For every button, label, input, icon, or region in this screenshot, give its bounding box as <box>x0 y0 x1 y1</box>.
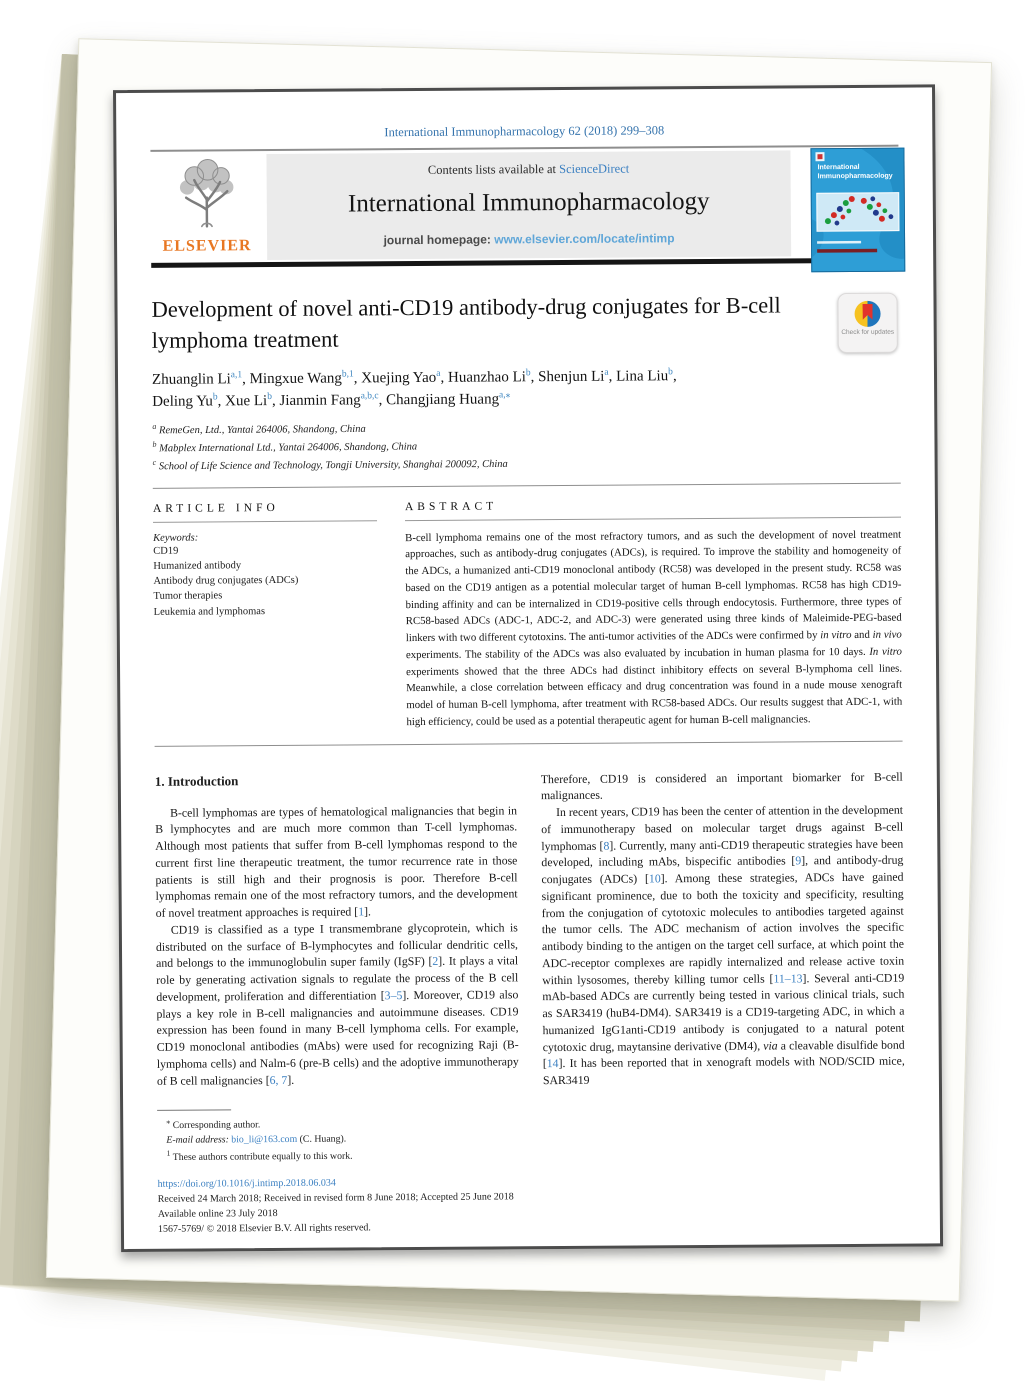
check-for-updates-label: Check for updates <box>841 328 895 337</box>
article-info-header: ARTICLE INFO <box>152 501 279 515</box>
introduction-heading: 1. Introduction <box>154 772 239 789</box>
elsevier-tree-icon <box>171 158 242 230</box>
footnote-rule <box>157 1109 231 1111</box>
issn-copyright: 1567-5769/ © 2018 Elsevier B.V. All rights reserved. <box>157 1222 371 1235</box>
affiliations <box>152 415 900 475</box>
abstract-rule <box>405 516 901 520</box>
authors-line-1: Zhuanglin Li$^{a,1}$, Mingxue Wang$^{b,1}$, Xuejing Yao$^a$, Huanzhao Li$^b$, Shenjun Li$^a$, Lina Liu$^b$, <box>151 367 677 388</box>
journal-homepage-link[interactable]: journal homepage: www.elsevier.com/locate/intimp <box>383 231 675 248</box>
equal-contribution-note: $^1$ These authors contribute equally to this work. <box>166 1149 353 1164</box>
journal-cover-thumbnail[interactable] <box>810 148 905 273</box>
publisher-logo <box>150 154 263 261</box>
body-columns <box>155 768 905 1091</box>
keyword: Antibody drug conjugates (ADCs) <box>153 574 299 588</box>
authors-line-2: Deling Yu$^b$, Xue Li$^b$, Jianmin Fang$^{a,b,c}$, Changjiang Huang$^{a,⁎}$ <box>152 390 511 410</box>
affiliation-a: $^a$ RemeGen, Ltd., Yantai 264006, Shandong, China <box>152 421 366 436</box>
abstract-text: B-cell lymphoma remains one of the most refractory tumors, and as such the development of novel treatment approaches, such as antibody-drug conjugates (ADCs), is required. To improve the stability and homogeneity of the ADCs, a humanized anti-CD19 monoclonal antibody (RC58) was developed in the present study. RC58 was based on the CD19 antigen as a potential molecular target of human B-cell lymphomas. RC58 has high CD19-binding affinity and can be internalized in CD19-positive cells through endocytosis. Furthermore, three types of RC58-based ADCs (ADC-1, ADC-2, and ADC-3) were generated using three kinds of Maleimide-PEG-based linkers with two different cytotoxins. The anti-tumor activities of the ADCs were confirmed by in vitro and in vivo experiments. The stability of the ADCs was also evaluated by incubation in human plasma for 10 days. In vitro experiments showed that the three ADCs had distinct inhibitory effects on several B-lymphoma cell lines. Meanwhile, a close correlation between efficacy and drug concentration was found in a nude mouse xenograft model of human B-cell lymphoma, after treatment with RC58-based ADCs. Our results suggest that ADC-1, with high efficiency, could be used as a potential therapeutic agent for human B-cell malignancies. <box>405 528 903 728</box>
footnotes-block <box>157 1107 537 1166</box>
journal-title: International Immunopharmacology <box>347 187 710 218</box>
doi-link[interactable]: https://doi.org/10.1016/j.intimp.2018.06.034 <box>157 1177 336 1190</box>
right-column <box>541 768 905 1089</box>
email-address-note[interactable]: E-mail address: bio_li@163.com (C. Huang). <box>166 1133 347 1146</box>
title-block <box>151 289 899 358</box>
keyword: CD19 <box>153 545 179 557</box>
body-paragraph: B-cell lymphomas are types of hematological malignancies that begin in B lymphocytes and are much more common than T-cell lymphomas. Although most patients that suffer from B-cell lymphomas respond to the current first line therapeutic treatment, the tumor recurrence rate in those patients is still high and their prognosis is poor. Therefore B-cell lymphomas remain one of the most refractory tumors, and the development of novel treatment approaches is required [1]. <box>155 802 518 920</box>
article-info-column <box>153 487 379 732</box>
abstract-bottom-divider <box>155 740 903 746</box>
info-abstract-block <box>153 483 903 732</box>
left-column <box>155 771 519 1092</box>
crossmark-icon <box>854 301 880 327</box>
article-title: Development of novel anti-CD19 antibody-drug conjugates for B-cell lymphoma treatment <box>151 292 781 353</box>
received-dates: Received 24 March 2018; Received in revised form 8 June 2018; Accepted 25 June 2018 <box>157 1191 514 1205</box>
journal-citation-header: International Immunopharmacology 62 (2018) 299–308 <box>384 123 665 140</box>
elsevier-wordmark: ELSEVIER <box>162 237 252 255</box>
journal-masthead <box>266 150 791 260</box>
cover-journal-title: International Immunopharmacology <box>817 163 893 180</box>
abstract-header: ABSTRACT <box>404 500 498 513</box>
body-paragraph: Therefore, CD19 is considered an important biomarker for B-cell malignances. <box>540 769 903 803</box>
keyword: Leukemia and lymphomas <box>153 605 266 618</box>
corresponding-author-note: ⁎ Corresponding author. <box>166 1116 261 1131</box>
article-footer <box>158 1172 906 1249</box>
journal-banner <box>150 150 899 261</box>
article-info-rule <box>153 520 377 523</box>
abstract-column <box>405 483 903 730</box>
keywords-label: Keywords: <box>153 532 199 544</box>
article-first-page <box>113 84 943 1252</box>
available-online: Available online 23 July 2018 <box>157 1207 278 1220</box>
keyword: Tumor therapies <box>153 590 223 603</box>
crossmark-bookmark-icon <box>863 304 873 320</box>
affiliation-b: $^b$ Mabplex International Ltd., Yantai 264006, Shandong, China <box>152 439 418 455</box>
body-paragraph: In recent years, CD19 has been the center of attention in the development of immunotherapy based on molecular target drugs against B-cell lymphomas [8]. Currently, many anti-CD19 therapeutic strategies have been developed, including mAbs, bispecific antibodies [9], and antibody-drug conjugates (ADCs) [10]. Among these strategies, ADCs have gained significant prominence, due to both the toxicity and specificity, resulting from the conjugation of cytotoxic molecules to antibodies targeted against the tumor cells. The ADC mechanism of action involves the specific antibody binding to the antigen on the target cell surface, at which point the ADC-receptor complexes are rapidly internalized and release active toxin within lysosomes, thereby killing tumor cells [11–13]. Several anti-CD19 mAb-based ADCs are currently being tested in various clinical trials, such as SAR3419 (huB4-DM4). SAR3419 is a CD19-targeting ADC, in which a humanized IgG1anti-CD19 antibody is conjugated to a natural potent cytotoxic drug, maytansine derivative (DM4), via a cleavable disulfide bond [14]. It has been reported that in xenograft models with NOD/SCID mice, SAR3419 <box>541 802 905 1088</box>
check-for-updates-badge[interactable] <box>837 293 897 353</box>
contents-lists-line[interactable]: Contents lists available at ScienceDirect <box>427 161 630 177</box>
paper-sheet <box>46 38 992 1302</box>
body-paragraph: CD19 is classified as a type I transmembrane glycoprotein, which is distributed on the surface of B-lymphocytes and follicular dendritic cells, and belongs to the immunoglobulin super family (IgSF) [2]. It plays a vital role by generating activation signals to regulate the process of the B cell development, proliferation and differentiation [3–5]. Moreover, CD19 also plays a key role in B-cell malignancies and autoimmune diseases. CD19 expression has been found in many B-cell lymphoma cells. For example, CD19 monoclonal antibodies (mAbs) were used for recognizing Raji (B-lymphoma cells) and Nalm-6 (pre-B cells) and the adoptive immunotherapy of B cell malignancies [6, 7]. <box>155 920 519 1088</box>
affiliation-c: $^c$ School of Life Science and Technology, Tongji University, Shanghai 200092, China <box>152 458 508 473</box>
keyword: Humanized antibody <box>153 560 242 572</box>
author-list <box>152 365 900 414</box>
